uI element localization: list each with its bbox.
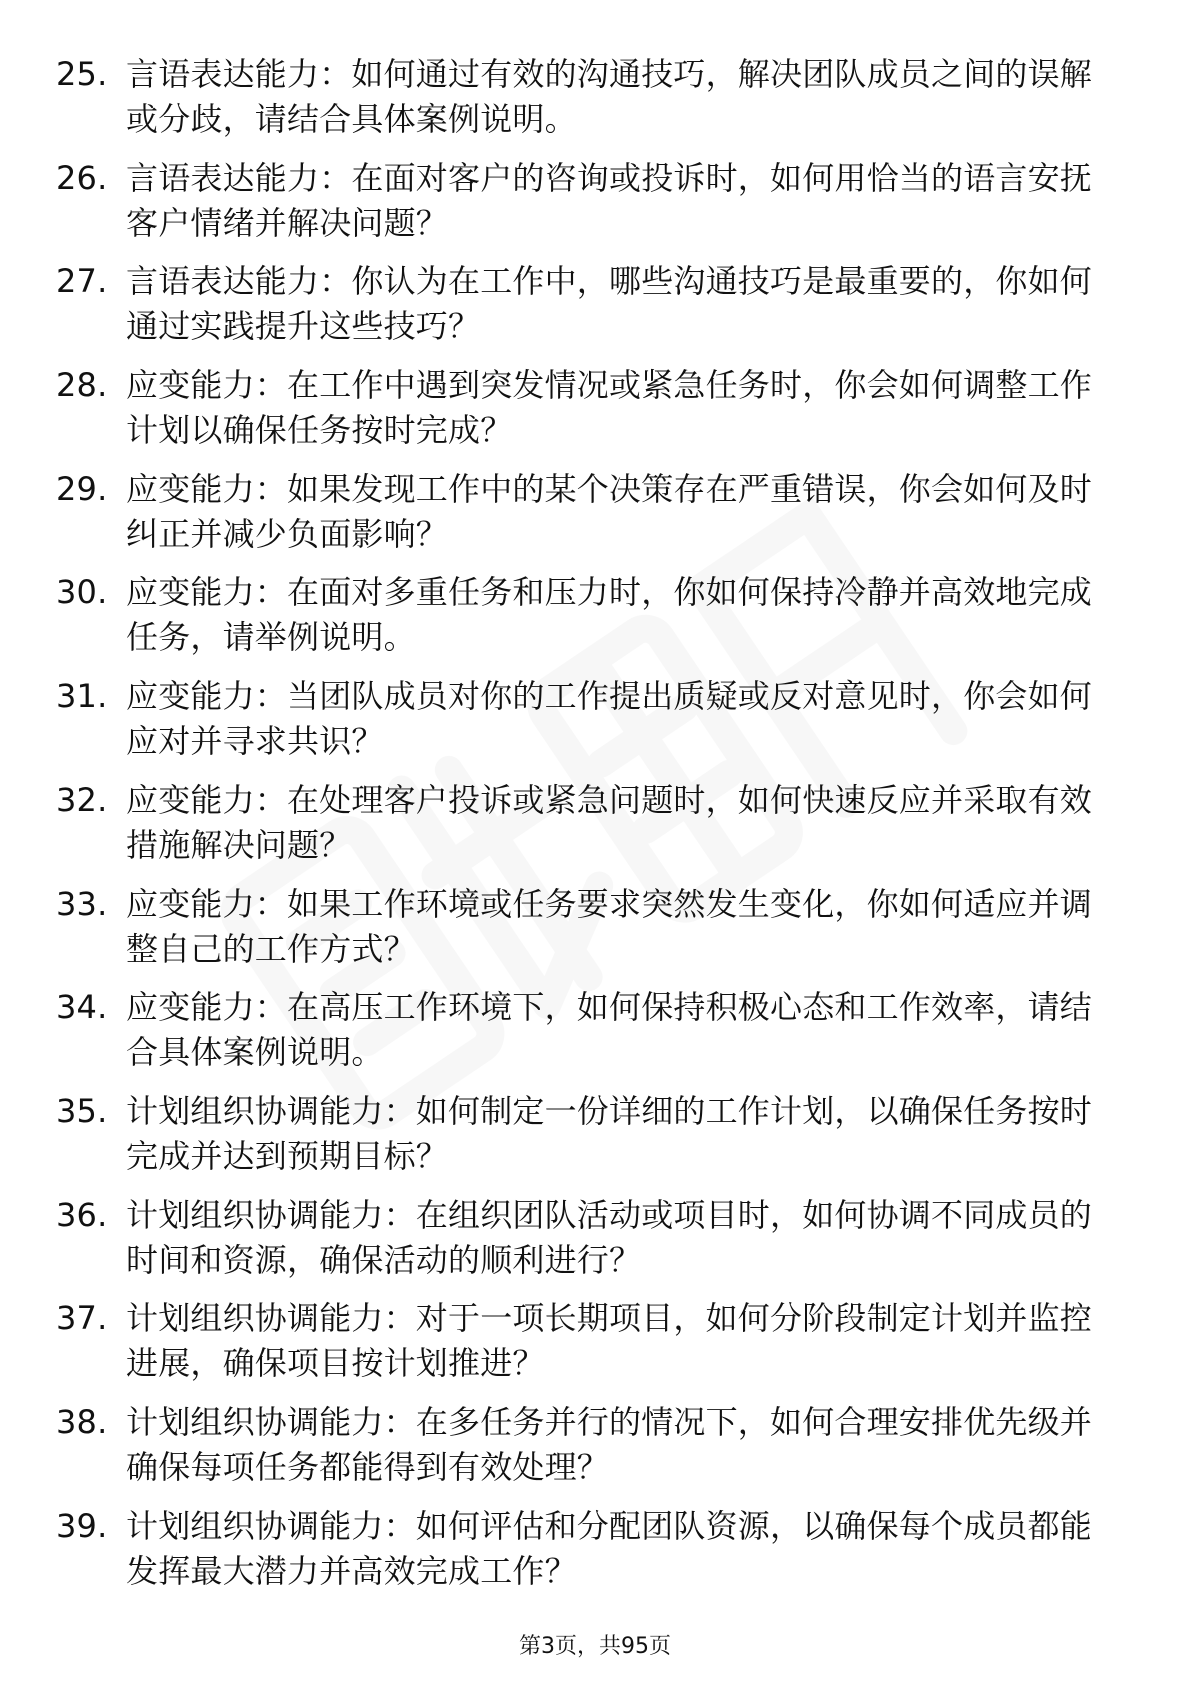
question-text: 应变能力：在面对多重任务和压力时，你如何保持冷静并高效地完成任务，请举例说明。 <box>126 573 1093 657</box>
question-text: 言语表达能力：在面对客户的咨询或投诉时，如何用恰当的语言安抚客户情绪并解决问题？ <box>126 158 1093 242</box>
question-text: 言语表达能力：你认为在工作中，哪些沟通技巧是最重要的，你如何通过实践提升这些技巧？ <box>126 262 1093 346</box>
question-item <box>56 467 1116 557</box>
question-number: 36. <box>56 1195 108 1234</box>
question-text: 应变能力：在处理客户投诉或紧急问题时，如何快速反应并采取有效措施解决问题？ <box>126 780 1093 864</box>
question-text: 应变能力：如果工作环境或任务要求突然发生变化，你如何适应并调整自己的工作方式？ <box>126 884 1093 968</box>
question-text: 计划组织协调能力：如何制定一份详细的工作计划，以确保任务按时完成并达到预期目标？ <box>126 1091 1093 1175</box>
page-footer: 第3页，共95页 <box>519 1634 671 1659</box>
question-item <box>56 1193 1116 1283</box>
question-number: 30. <box>56 573 108 612</box>
question-item <box>56 156 1116 246</box>
question-number: 34. <box>56 988 108 1027</box>
question-number: 26. <box>56 158 108 197</box>
question-text: 计划组织协调能力：在组织团队活动或项目时，如何协调不同成员的时间和资源，确保活动的顺利进行？ <box>126 1195 1093 1279</box>
question-number: 35. <box>56 1091 108 1130</box>
question-list <box>56 52 1116 1607</box>
question-item <box>56 882 1116 972</box>
question-text: 计划组织协调能力：在多任务并行的情况下，如何合理安排优先级并确保每项任务都能得到有效处理？ <box>126 1402 1093 1486</box>
question-item <box>56 674 1116 764</box>
question-text: 言语表达能力：如何通过有效的沟通技巧，解决团队成员之间的误解或分歧，请结合具体案例说明。 <box>126 55 1093 138</box>
question-number: 38. <box>56 1402 108 1441</box>
question-number: 37. <box>56 1299 108 1338</box>
question-item <box>56 778 1116 868</box>
question-item <box>56 259 1116 349</box>
question-item <box>56 1504 1116 1594</box>
question-item <box>56 363 1116 453</box>
question-number: 32. <box>56 780 108 819</box>
question-item <box>56 1400 1116 1490</box>
question-text: 应变能力：在高压工作环境下，如何保持积极心态和工作效率，请结合具体案例说明。 <box>126 988 1093 1072</box>
question-item <box>56 52 1116 142</box>
question-item <box>56 1296 1116 1386</box>
question-number: 29. <box>56 469 108 508</box>
question-number: 33. <box>56 884 108 923</box>
question-text: 应变能力：在工作中遇到突发情况或紧急任务时，你会如何调整工作计划以确保任务按时完成？ <box>126 366 1093 450</box>
question-number: 39. <box>56 1506 108 1545</box>
question-text: 计划组织协调能力：对于一项长期项目，如何分阶段制定计划并监控进展，确保项目按计划推进？ <box>126 1299 1093 1383</box>
question-text: 应变能力：当团队成员对你的工作提出质疑或反对意见时，你会如何应对并寻求共识？ <box>126 677 1093 761</box>
question-item <box>56 570 1116 660</box>
question-number: 28. <box>56 366 108 405</box>
question-text: 应变能力：如果发现工作中的某个决策存在严重错误，你会如何及时纠正并减少负面影响？ <box>126 469 1093 553</box>
question-number: 27. <box>56 262 108 301</box>
question-item <box>56 985 1116 1075</box>
question-number: 25. <box>56 55 108 93</box>
question-item <box>56 1089 1116 1179</box>
question-number: 31. <box>56 677 108 716</box>
question-text: 计划组织协调能力：如何评估和分配团队资源，以确保每个成员都能发挥最大潜力并高效完成工作？ <box>126 1506 1093 1590</box>
